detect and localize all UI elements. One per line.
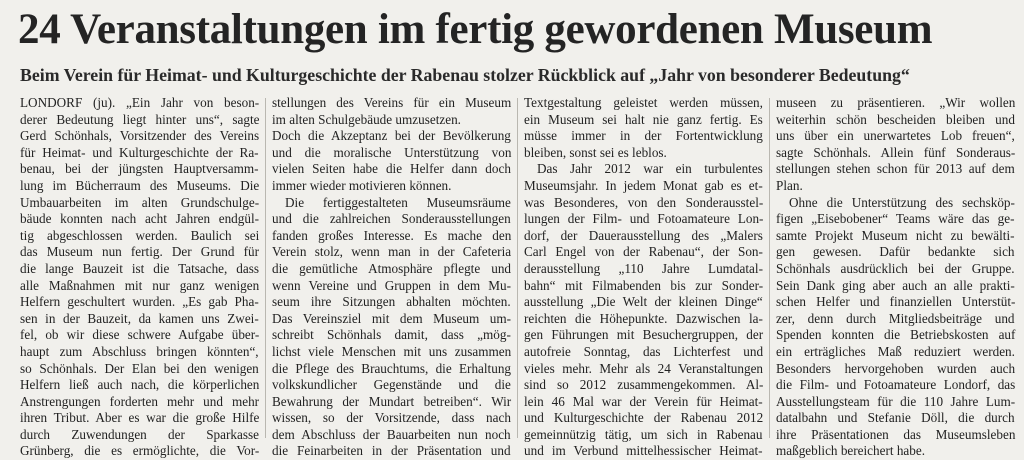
article-text-line: lein 46 Mal war der Verein für Heimat- (524, 393, 763, 409)
article-text-line: Carl Engel von der Rabenau“, der Son- (524, 244, 763, 260)
article-column-2 (272, 95, 512, 459)
article-text-line: datalbahn und Stefanie Döll, die durch (776, 410, 1015, 426)
article-text-line: sagte Schönhals. Allein fünf Sonderaus- (776, 144, 1016, 160)
article-text-line: sen in der Bauzeit, da kamen uns Zwei- (20, 310, 259, 326)
article-text-line: figen „Eisebobener“ Teams wäre das ge- (776, 211, 1015, 227)
article-text-line: Bewahrung der Mundart betreiben“. Wir (272, 393, 512, 409)
article-text-line: Doch die Akzeptanz bei der Bevölkerung (272, 128, 511, 144)
article-text-line: weiterhin schön bescheiden bleiben und (776, 111, 1015, 127)
article-text-line: Sein Dank ging aber auch an alle prakti- (776, 277, 1015, 293)
article-text-line: was Besonderes, von den Sonderausstel- (524, 194, 764, 210)
article-text-line: Helfern geschultert wurden. „Es gab Pha- (20, 294, 259, 310)
article-text-line: zer, denn durch Mitgliedsbeiträge und (776, 310, 1015, 326)
article-text-line: reichten die Höhepunkte. Dazwischen la- (524, 310, 763, 326)
article-text-line: bäude konnten nach acht Jahren endgül- (20, 211, 260, 227)
article-text-line: Die fertiggestalteten Museumsräume (285, 194, 511, 210)
article-text-line: alle Maßnahmen mit nur ganz wenigen (20, 277, 260, 293)
article-text-line: und die moralische Unterstützung von (272, 144, 512, 160)
article-text-line: im alten Schulgebäude umzusetzen. (272, 111, 461, 127)
article-text-line: stellungen des Vereins für ein Museum (272, 95, 512, 110)
article-text-line: museen zu präsentieren. „Wir wollen (776, 95, 1016, 110)
article-text-line: wenn Vereine und Gruppen in dem Mu- (272, 277, 511, 293)
article-text-line: autofreie Sonntag, das Lichterfest und (524, 343, 764, 359)
article-column-4 (776, 95, 1016, 459)
article-text-line: und im Verbund mittelhessischer Heimat- (524, 443, 763, 459)
article-text-line: Verein stolz, wenn man in der Cafeteria (272, 244, 512, 260)
article-text-line: fanden großes Interesse. Es mache den (272, 227, 512, 243)
article-text-line: bahn“ mit Filmabenden bis zur Sonder- (524, 277, 764, 293)
article-text-line: sind so 2012 zusammengekommen. Al- (524, 377, 764, 393)
article-text-line: stellungen stehen schon für 2013 auf dem (776, 161, 1015, 177)
article-text-line: Besonders hervorgehoben wurden auch (776, 360, 1016, 376)
article-text-line: schreibt Schönhals damit, dass „mög- (272, 327, 511, 343)
article-text-line: Spenden konnten die Betriebskosten auf (776, 327, 1016, 343)
article-text-line: so Schönhals. Der Elan bei den wenigen (20, 360, 259, 376)
article-text-line: für Heimat- und Kulturgeschichte der Ra- (20, 144, 259, 160)
article-text-line: LONDORF (ju). „Ein Jahr von beson- (20, 95, 260, 110)
article-text-line: dorf, der Dauerausstellung des „Malers (524, 227, 763, 243)
article-text-line: Schönhals ausdrücklich bei der Gruppe. (776, 260, 1015, 276)
article-text-line: und die zahlreichen Sonderausstellungen (272, 211, 511, 227)
article-text-line: die lange Bauzeit ist die Tatsache, dass (20, 260, 260, 276)
article-text-line: durch Zuwendungen der Sparkasse (20, 426, 259, 442)
article-text-line: benau, bei der jüngsten Hauptversamm- (20, 161, 259, 177)
article-text-line: maßgeblich bereichert habe. (776, 443, 926, 459)
article-text-line: derausstellung „110 Jahre Lumdatal- (524, 260, 763, 276)
article-text-line: Umbauarbeiten im alten Grundschulge- (20, 194, 260, 210)
article-text-line: Das Vereinsziel mit dem Museum um- (272, 310, 512, 326)
article-text-line: schen Helfer und finanziellen Unterstüt- (776, 294, 1016, 310)
article-text-line: uns über ein unerwartetes Lob freuen“, (776, 128, 1015, 144)
article-column-1 (20, 95, 260, 459)
article-column-3 (524, 95, 764, 459)
article-text-line: ein Museum sei halt nie ganz fertig. Es (524, 111, 763, 127)
article-subheadline: Beim Verein für Heimat- und Kulturgeschichte der Rabenau stolzer Rückblick auf „Jahr von besonderer Bedeutung“ (20, 65, 910, 85)
article-text-line: müsse immer in der Fortentwicklung (524, 128, 763, 144)
article-text-line: Ausstellungsteam für die 110 Jahre Lum- (776, 393, 1016, 409)
article-text-line: die Feinarbeiten in der Präsentation und (272, 443, 511, 459)
article-text-line: immer wieder motivieren können. (272, 177, 452, 193)
article-text-line: Das Jahr 2012 war ein turbulentes (537, 161, 763, 177)
article-text-line: gen gewesen. Dafür bedankte sich (776, 244, 1015, 260)
article-text-line: bleiben, sonst sei es leblos. (524, 144, 667, 160)
article-text-line: vielen Seiten habe die Helfer dann doch (272, 161, 511, 177)
article-text-line: Anstrengungen forderten mehr und mehr (20, 393, 260, 409)
article-text-line: die Film- und Fotoamateure Londorf, das (776, 377, 1016, 393)
article-text-line: derer Bedeutung liegt hinter uns“, sagte (20, 111, 260, 127)
article-body (20, 95, 1016, 459)
article-text-line: Ohne die Unterstützung des sechsköp- (789, 194, 1015, 210)
article-text-line: ausstellung „Die Welt der kleinen Dinge“ (524, 294, 763, 310)
article-text-line: dem Abschluss der Bauarbeiten nun noch (272, 426, 511, 442)
article-text-line: und Kulturgeschichte der Rabenau 2012 (524, 410, 764, 426)
article-text-line: Textgestaltung geleistet werden müssen, (524, 95, 763, 110)
article-text-line: die gemütliche Atmosphäre pflegte und (272, 260, 512, 276)
article-text-line: gemeinnützig tätig, um sich in Rabenau (524, 426, 763, 442)
article-headline: 24 Veranstaltungen im fertig gewordenen Museum (18, 6, 933, 53)
article-text-line: volkskundlicher Gegenstände und die (272, 377, 511, 393)
article-text-line: gen Führungen mit Besuchergruppen, der (524, 327, 764, 343)
article-text-line: Helfern ließ auch nach, die körperlichen (20, 377, 260, 393)
article-text-line: tig abgeschlossen werden. Baulich sei (20, 227, 260, 243)
article-text-line: wissen, so der Vorsitzende, dass nach (272, 410, 511, 426)
article-text-line: ihre Präsentationen das Museumsleben (776, 426, 1016, 442)
article-text-line: Museumsjahr. In jedem Monat gab es et- (524, 177, 763, 193)
article-text-line: haupt zum Abschluss bringen könnten“, (20, 343, 259, 359)
article-text-line: lichst viele Menschen mit uns zusammen (272, 343, 512, 359)
article-text-line: Grünberg, die es ermöglichte, die Vor- (20, 443, 260, 459)
article-text-line: samte Projekt Museum nicht zu bewälti- (776, 227, 1015, 243)
article-text-line: die Pflege des Brauchtums, die Erhaltung (272, 360, 512, 376)
article-text-line: vieles mehr. Mehr als 24 Veranstaltungen (524, 360, 764, 376)
article-text-line: ihren Tribut. Aber es war die große Hilfe (20, 410, 260, 426)
article-text-line: seum ihre Sitzungen abhalten möchten. (272, 294, 511, 310)
article-text-line: Gerd Schönhals, Vorsitzender des Vereins (20, 128, 260, 144)
article-text-line: ein erträgliches Maß reduziert werden. (776, 343, 1015, 359)
article-text-line: lung im Bücherraum des Museums. Die (20, 177, 260, 193)
article-text-line: fel, ob wir diese schwere Aufgabe über- (20, 327, 260, 343)
article-text-line: lungen der Film- und Fotoamateure Lon- (524, 211, 764, 227)
article-text-line: Plan. (776, 177, 803, 193)
article-text-line: das Museum nun fertig. Der Grund für (20, 244, 259, 260)
